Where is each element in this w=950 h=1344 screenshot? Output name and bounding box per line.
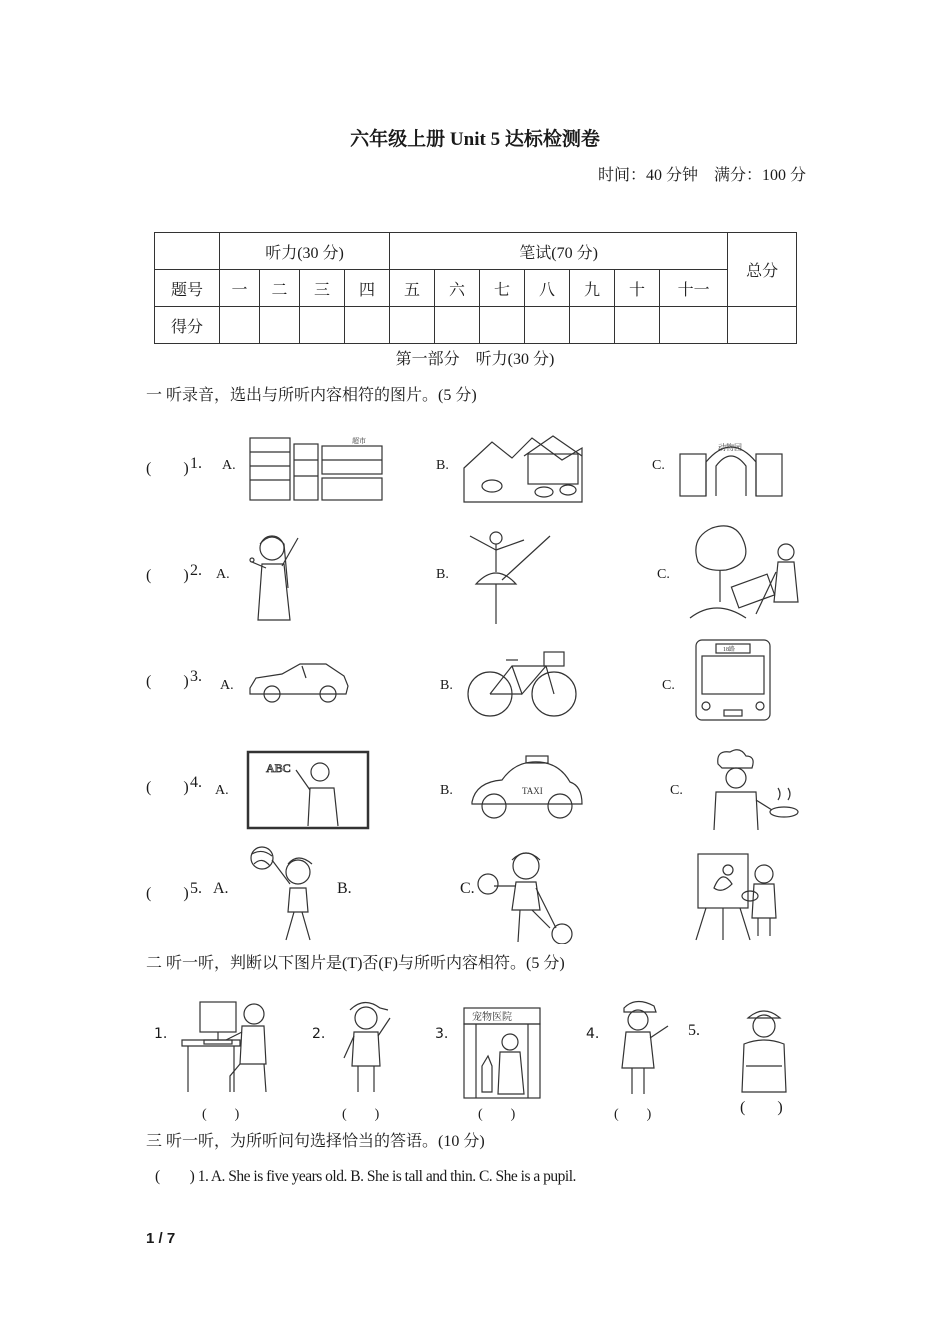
answer-paren[interactable]: ( ) bbox=[146, 885, 189, 902]
col-4: 四 bbox=[345, 270, 390, 307]
score-table bbox=[154, 232, 797, 344]
blank-cell bbox=[155, 233, 220, 270]
option-c: C. bbox=[460, 880, 475, 897]
col-9: 九 bbox=[570, 270, 615, 307]
total-header: 总分 bbox=[728, 233, 797, 307]
document-title: 六年级上册 Unit 5 达标检测卷 bbox=[350, 129, 600, 150]
answer-paren[interactable]: ( ) bbox=[740, 1099, 783, 1116]
page-number: 1 / 7 bbox=[146, 1230, 176, 1247]
option-b: B. bbox=[440, 783, 453, 798]
zoo-gate-image bbox=[678, 432, 784, 498]
option-a: A. bbox=[215, 783, 229, 798]
section2-heading: 二 听一听，判断以下图片是(T)否(F)与所听内容相符。(5 分) bbox=[146, 955, 565, 972]
library-sign: 超市 bbox=[352, 437, 366, 445]
answer-paren[interactable]: ( ) bbox=[342, 1107, 380, 1122]
score-cell[interactable] bbox=[615, 307, 660, 344]
item-number: 5. bbox=[688, 1022, 700, 1039]
col-8: 八 bbox=[525, 270, 570, 307]
section1-heading: 一 听录音，选出与所听内容相符的图片。(5 分) bbox=[146, 387, 477, 404]
sweeping-floor-image bbox=[686, 522, 808, 622]
option-b: B. bbox=[337, 880, 352, 897]
answer-paren[interactable]: ( ) bbox=[146, 567, 189, 584]
score-cell[interactable] bbox=[660, 307, 728, 344]
col-1: 一 bbox=[220, 270, 260, 307]
option-a: A. bbox=[213, 880, 229, 897]
blackboard-letters: ABC bbox=[266, 761, 291, 775]
score-row-label: 得分 bbox=[155, 307, 220, 344]
item-number: 4. bbox=[586, 1026, 600, 1042]
part1-heading: 第一部分 听力(30 分) bbox=[395, 351, 555, 368]
teacher-blackboard-image bbox=[246, 750, 370, 830]
score-cell[interactable] bbox=[220, 307, 260, 344]
option-a: A. bbox=[220, 678, 234, 693]
time-score-info: 时间：40 分钟 满分：100 分 bbox=[597, 167, 806, 184]
bus-route-sign: 18路 bbox=[723, 647, 736, 653]
score-cell[interactable] bbox=[300, 307, 345, 344]
worker-man-image bbox=[736, 1004, 792, 1094]
score-cell[interactable] bbox=[435, 307, 480, 344]
boy-computer-image bbox=[180, 996, 272, 1096]
item-number: 1. bbox=[190, 455, 202, 472]
option-c: C. bbox=[670, 783, 683, 798]
col-2: 二 bbox=[260, 270, 300, 307]
answer-paren[interactable]: ( ) bbox=[614, 1107, 652, 1122]
item-number: 3. bbox=[435, 1026, 449, 1042]
listening-header: 听力(30 分) bbox=[220, 233, 390, 270]
section3-heading: 三 听一听，为所听问句选择恰当的答语。(10 分) bbox=[146, 1133, 485, 1150]
taxi-sign: TAXI bbox=[522, 786, 543, 796]
question-1: ( ) 1. A. She is five years old. B. She is tall and thin. C. She is a pupil. bbox=[155, 1168, 576, 1185]
answer-paren[interactable]: ( ) bbox=[478, 1107, 516, 1122]
option-a: A. bbox=[216, 567, 230, 582]
zoo-sign: 动物园 bbox=[718, 443, 742, 452]
item-number: 5. bbox=[190, 880, 202, 897]
bicycle-image bbox=[466, 646, 578, 720]
col-5: 五 bbox=[390, 270, 435, 307]
police-girl-image bbox=[612, 996, 674, 1098]
col-7: 七 bbox=[480, 270, 525, 307]
car-image bbox=[246, 656, 352, 706]
pet-hospital-image bbox=[462, 1006, 542, 1100]
option-b: B. bbox=[436, 458, 449, 473]
col-6: 六 bbox=[435, 270, 480, 307]
option-c: C. bbox=[662, 678, 675, 693]
ballet-dancer-image bbox=[462, 526, 554, 626]
col-10: 十 bbox=[615, 270, 660, 307]
singing-girl-image bbox=[238, 528, 310, 622]
option-a: A. bbox=[222, 458, 236, 473]
painting-girl-image bbox=[692, 848, 784, 942]
score-cell[interactable] bbox=[390, 307, 435, 344]
hospital-sign: 宠物医院 bbox=[472, 1012, 512, 1023]
score-cell[interactable] bbox=[570, 307, 615, 344]
item-number: 1. bbox=[154, 1026, 168, 1042]
item-number: 2. bbox=[190, 562, 202, 579]
supermarket-shelves-image bbox=[246, 432, 386, 504]
col-3: 三 bbox=[300, 270, 345, 307]
answer-paren[interactable]: ( ) bbox=[146, 779, 189, 796]
taxi-image bbox=[466, 752, 586, 830]
writing-header: 笔试(70 分) bbox=[390, 233, 728, 270]
chef-cooking-image bbox=[700, 748, 800, 832]
score-cell[interactable] bbox=[345, 307, 390, 344]
option-c: C. bbox=[657, 567, 670, 582]
answer-paren[interactable]: ( ) bbox=[146, 460, 189, 477]
answer-paren[interactable]: ( ) bbox=[146, 673, 189, 690]
volleyball-girl-image bbox=[246, 844, 330, 944]
option-b: B. bbox=[436, 567, 449, 582]
cheerleader-image bbox=[476, 846, 576, 944]
answer-paren[interactable]: ( ) bbox=[202, 1107, 240, 1122]
option-b: B. bbox=[440, 678, 453, 693]
bus-image bbox=[690, 636, 776, 726]
col-11: 十一 bbox=[660, 270, 728, 307]
item-number: 2. bbox=[312, 1026, 326, 1042]
farm-animals-image bbox=[462, 428, 584, 504]
boy-cap-image bbox=[336, 996, 396, 1096]
item-number: 3. bbox=[190, 668, 202, 685]
score-cell[interactable] bbox=[728, 307, 797, 344]
score-cell[interactable] bbox=[525, 307, 570, 344]
score-cell[interactable] bbox=[480, 307, 525, 344]
option-c: C. bbox=[652, 458, 665, 473]
score-cell[interactable] bbox=[260, 307, 300, 344]
item-number: 4. bbox=[190, 774, 202, 791]
question-row-label: 题号 bbox=[155, 270, 220, 307]
